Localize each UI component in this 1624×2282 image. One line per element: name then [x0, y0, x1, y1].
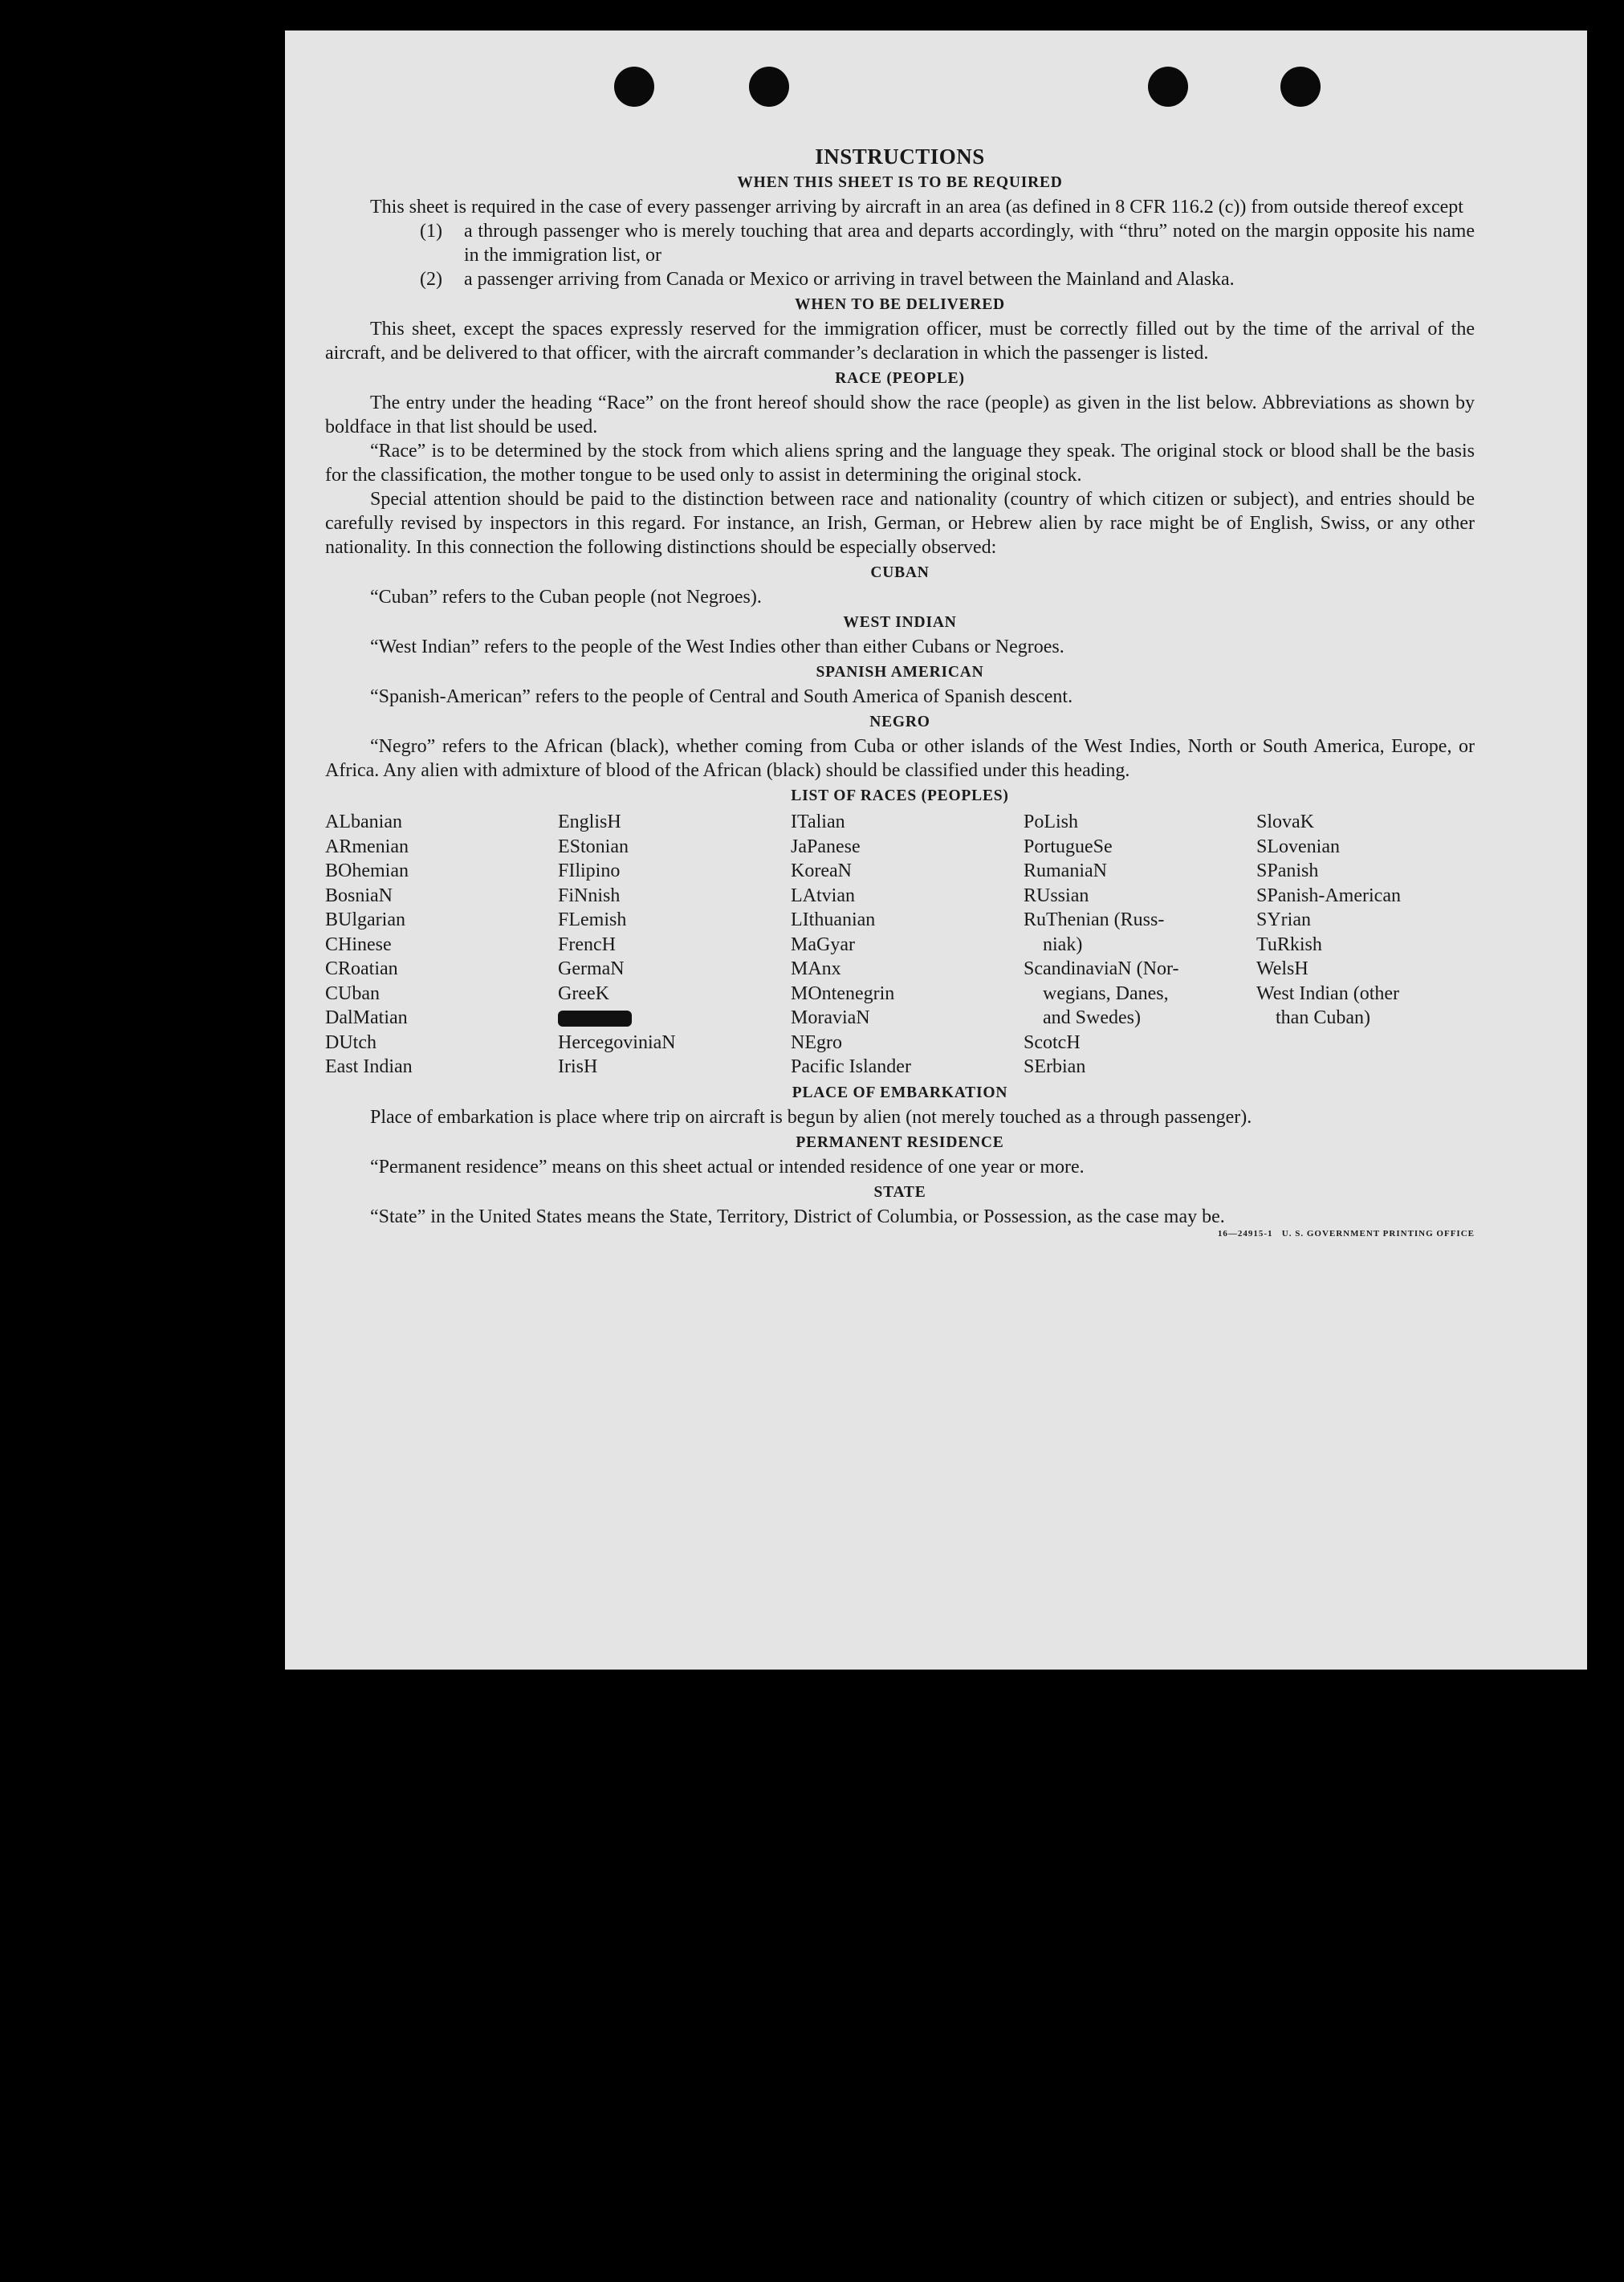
race-item: GreeK [558, 982, 609, 1004]
paragraph: “State” in the United States means the State, Territory, District of Columbia, or Possession, as the case may be. [370, 1206, 1225, 1227]
paragraph: This sheet is required in the case of every passenger arriving by aircraft in an area (as defined in 8 CFR 116.2 (c)) from outside thereof except [370, 197, 1463, 218]
race-item: RuThenian (Russ- [1024, 909, 1165, 930]
race-item: SYrian [1256, 909, 1311, 930]
section-heading: PERMANENT RESIDENCE [796, 1133, 1004, 1151]
race-item: MOntenegrin [791, 982, 895, 1004]
race-item: DalMatian [325, 1007, 408, 1028]
race-item: TuRkish [1256, 934, 1322, 955]
paragraph: This sheet, except the spaces expressly reserved for the immigration officer, must be correctly filled out by the time of the arrival of the aircraft, and be delivered to that officer, with the aircraft commander’s declaration in which the passenger is listed. [325, 319, 1475, 364]
race-item: SPanish-American [1256, 885, 1401, 906]
list-item: (1) a through passenger who is merely touching that area and departs accordingly, with “thru” noted on the margin opposite his name in the immigration list, or [420, 221, 1475, 266]
race-item: wegians, Danes, [1043, 982, 1169, 1004]
section-heading: SPANISH AMERICAN [816, 664, 984, 681]
race-item: CUban [325, 982, 380, 1004]
race-item: FLemish [558, 909, 627, 930]
race-item: PoLish [1024, 812, 1079, 832]
race-item: FIlipino [558, 860, 621, 881]
race-item: DUtch [325, 1031, 376, 1053]
race-item: WelsH [1256, 958, 1309, 979]
punch-hole [614, 67, 654, 107]
race-item: MAnx [791, 958, 841, 979]
races-column [558, 810, 791, 1080]
paragraph: “Negro” refers to the African (black), whether coming from Cuba or other islands of the West Indies, North or South America, Europe, or Africa. Any alien with admixture of blood of the African (black) should be classified under this heading. [325, 736, 1475, 781]
punch-hole [749, 67, 789, 107]
race-item: ScandinaviaN (Nor- [1024, 958, 1179, 979]
paragraph: “West Indian” refers to the people of the West Indies other than either Cubans or Negroes. [370, 637, 1064, 657]
race-item: LAtvian [791, 885, 855, 906]
races-column [1024, 810, 1256, 1080]
races-column [1256, 810, 1473, 1080]
race-item: CRoatian [325, 958, 398, 979]
race-item: EnglisH [558, 812, 621, 832]
race-item: MoraviaN [791, 1007, 870, 1028]
paragraph: “Cuban” refers to the Cuban people (not Negroes). [370, 587, 762, 608]
section-heading: RACE (PEOPLE) [835, 370, 965, 387]
race-item: niak) [1043, 934, 1083, 955]
section-heading: WHEN THIS SHEET IS TO BE REQUIRED [737, 174, 1063, 191]
races-column [791, 810, 1024, 1080]
race-item: LIthuanian [791, 909, 876, 930]
race-item: JaPanese [791, 836, 861, 857]
races-column [325, 810, 558, 1080]
race-item: SLovenian [1256, 836, 1340, 857]
section-heading: LIST OF RACES (PEOPLES) [791, 787, 1009, 804]
document-sheet [285, 31, 1587, 1670]
page-title: INSTRUCTIONS [815, 144, 985, 169]
redacted-entry [558, 1006, 791, 1031]
race-item: SErbian [1024, 1056, 1086, 1077]
paragraph: “Permanent residence” means on this sheet actual or intended residence of one year or more. [370, 1156, 1085, 1178]
paragraph: “Spanish-American” refers to the people of Central and South America of Spanish descent. [370, 686, 1073, 707]
section-heading: WEST INDIAN [843, 614, 957, 631]
race-item: ALbanian [325, 812, 402, 832]
section-heading: PLACE OF EMBARKATION [792, 1084, 1008, 1101]
section-heading: STATE [873, 1183, 926, 1201]
race-item: ITalian [791, 812, 845, 832]
race-item: and Swedes) [1043, 1007, 1141, 1028]
section-heading: WHEN TO BE DELIVERED [795, 296, 1005, 313]
race-item: HercegoviniaN [558, 1031, 676, 1053]
race-item: ARmenian [325, 836, 409, 857]
race-item: EStonian [558, 836, 629, 857]
paragraph: “Race” is to be determined by the stock from which aliens spring and the language they speak. The original stock or blood shall be the basis for the classification, the mother tongue to be used only to assist in determining the original stock. [325, 441, 1475, 486]
race-item: SPanish [1256, 860, 1319, 881]
punch-hole [1280, 67, 1321, 107]
redaction-mark [558, 1011, 632, 1027]
races-list [325, 810, 1475, 1080]
race-item: BosniaN [325, 885, 393, 906]
race-item: BUlgarian [325, 909, 405, 930]
paragraph: The entry under the heading “Race” on the front hereof should show the race (people) as given in the list below. Abbreviations as shown by boldface in that list should be used. [325, 393, 1475, 437]
race-item: RumaniaN [1024, 860, 1107, 881]
race-item: GermaN [558, 958, 625, 979]
list-item: (2) a passenger arriving from Canada or Mexico or arriving in travel between the Mainland and Alaska. [420, 269, 1235, 290]
paragraph: Special attention should be paid to the distinction between race and nationality (country of which citizen or subject), and entries should be carefully revised by inspectors in this regard. For instance, an Irish, German, or Hebrew alien by race might be of English, Swiss, or any other nationality. In this connection the following distinctions should be especially observed: [325, 489, 1475, 558]
race-item: SlovaK [1256, 812, 1314, 832]
paragraph: Place of embarkation is place where trip on aircraft is begun by alien (not merely touched as a through passenger). [370, 1106, 1252, 1128]
section-heading: CUBAN [870, 564, 930, 581]
race-item: RUssian [1024, 885, 1089, 906]
race-item: BOhemian [325, 860, 409, 881]
race-item: MaGyar [791, 934, 855, 955]
race-item: IrisH [558, 1056, 598, 1077]
section-heading: NEGRO [869, 714, 930, 730]
race-item: Pacific Islander [791, 1056, 911, 1077]
race-item: West Indian (other [1256, 982, 1400, 1004]
race-item: FrencH [558, 934, 616, 955]
form-code: 16—24915-1 U. S. GOVERNMENT PRINTING OFFICE [1217, 1228, 1475, 1239]
race-item: than Cuban) [1276, 1007, 1370, 1028]
race-item: KoreaN [791, 860, 852, 881]
punch-hole [1148, 67, 1188, 107]
race-item: CHinese [325, 934, 392, 955]
race-item: PortugueSe [1024, 836, 1113, 857]
race-item: NEgro [791, 1031, 842, 1053]
race-item: East Indian [325, 1056, 413, 1077]
footer [325, 1229, 1475, 1239]
race-item: ScotcH [1024, 1031, 1081, 1053]
race-item: FiNnish [558, 885, 621, 906]
